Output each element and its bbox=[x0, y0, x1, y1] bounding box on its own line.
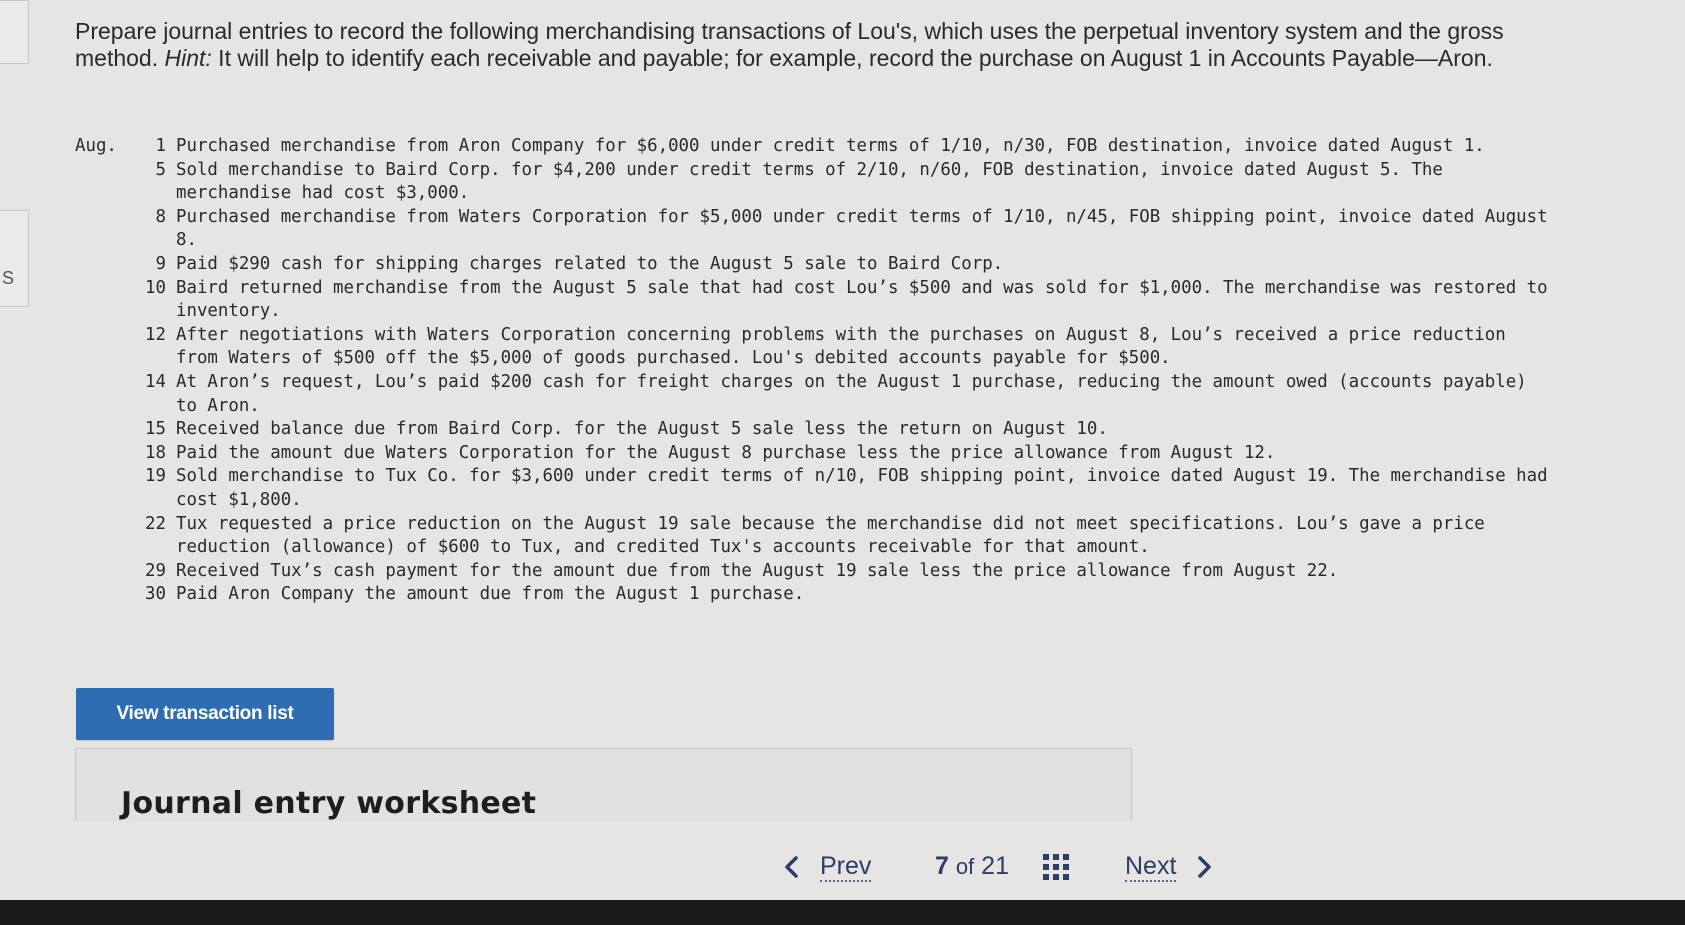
journal-entry-worksheet-panel bbox=[75, 748, 1132, 821]
transaction-row bbox=[75, 159, 1555, 206]
transaction-text: Sold merchandise to Baird Corp. for $4,200 under credit terms of 2/10, n/60, FOB destination, invoice dated August 5. The merchandise had cost $3,000. bbox=[176, 159, 1443, 204]
page-counter bbox=[935, 852, 1009, 881]
transaction-month bbox=[75, 277, 133, 324]
transaction-day: 22 bbox=[145, 513, 166, 534]
transaction-text: At Aron’s request, Lou’s paid $200 cash for freight charges on the August 1 purchase, reducing the amount owed (accounts payable) to Aron. bbox=[176, 371, 1527, 416]
transaction-text: Purchased merchandise from Aron Company for $6,000 under credit terms of 1/10, n/30, FOB destination, invoice dated August 1. bbox=[176, 136, 1485, 156]
transaction-day: 1 bbox=[155, 136, 166, 156]
transaction-day: 29 bbox=[145, 560, 166, 581]
current-page: 7 bbox=[935, 852, 949, 880]
chevron-left-icon bbox=[778, 853, 806, 881]
view-transaction-list-button[interactable]: View transaction list bbox=[76, 688, 334, 740]
grid-icon[interactable] bbox=[1043, 854, 1069, 880]
transaction-month: Aug. bbox=[75, 136, 117, 156]
left-panel-letter: S bbox=[2, 268, 15, 288]
transaction-month bbox=[75, 418, 133, 442]
transaction-day: 8 bbox=[155, 206, 166, 227]
transaction-day: 19 bbox=[145, 466, 166, 487]
transaction-text: Received balance due from Baird Corp. for the August 5 sale less the return on August 10. bbox=[176, 419, 1108, 440]
transaction-row bbox=[75, 442, 1555, 466]
transaction-row bbox=[75, 135, 1555, 159]
transaction-text: Paid $290 cash for shipping charges related to the August 5 sale to Baird Corp. bbox=[176, 253, 1004, 274]
transaction-day: 14 bbox=[145, 371, 166, 392]
total-pages: 21 bbox=[981, 852, 1009, 880]
bottom-bezel bbox=[0, 900, 1685, 925]
transaction-month bbox=[75, 324, 133, 371]
prompt-text: Prepare journal entries to record the following merchandising transactions of Lou's, which uses the perpetual inventory system and the gross method. bbox=[75, 18, 1504, 71]
transaction-row bbox=[75, 560, 1555, 584]
transaction-month bbox=[75, 253, 133, 277]
transaction-row bbox=[75, 583, 1555, 607]
transaction-day: 30 bbox=[145, 584, 166, 605]
next-label: Next bbox=[1125, 852, 1177, 880]
worksheet-title: Journal entry worksheet bbox=[121, 786, 537, 821]
left-panel-edge bbox=[0, 0, 30, 925]
transaction-month bbox=[75, 465, 133, 512]
hint-label: Hint: bbox=[164, 45, 212, 71]
transaction-row bbox=[75, 324, 1555, 371]
transaction-row bbox=[75, 465, 1555, 512]
question-prompt bbox=[75, 18, 1575, 72]
transaction-day: 15 bbox=[145, 419, 166, 440]
transaction-text: Received Tux’s cash payment for the amount due from the August 19 sale less the price allowance from August 22. bbox=[176, 560, 1339, 581]
transaction-day: 5 bbox=[155, 159, 166, 180]
transaction-row bbox=[75, 418, 1555, 442]
page-of-label: of bbox=[955, 854, 975, 879]
transaction-row bbox=[75, 513, 1555, 560]
transaction-text: Paid the amount due Waters Corporation for the August 8 purchase less the price allowance from August 12. bbox=[176, 442, 1276, 463]
transaction-day: 10 bbox=[145, 277, 166, 298]
transaction-text: Baird returned merchandise from the August 5 sale that had cost Lou’s $500 and was sold for $1,000. The merchandise was restored to inventory. bbox=[176, 277, 1548, 322]
transaction-row bbox=[75, 206, 1555, 253]
transaction-month bbox=[75, 513, 133, 560]
next-button[interactable] bbox=[1125, 852, 1218, 882]
transaction-month bbox=[75, 442, 133, 466]
transaction-month bbox=[75, 371, 133, 418]
transaction-list bbox=[75, 135, 1555, 607]
transaction-text: Purchased merchandise from Waters Corporation for $5,000 under credit terms of 1/10, n/45, FOB shipping point, invoice dated August 8. bbox=[176, 206, 1548, 251]
transaction-day: 18 bbox=[145, 442, 166, 463]
transaction-month bbox=[75, 159, 133, 206]
hint-text: It will help to identify each receivable and payable; for example, record the purchase on August 1 in Accounts Payable—Aron. bbox=[211, 45, 1493, 71]
left-panel-box-top bbox=[0, 0, 29, 64]
transaction-row bbox=[75, 371, 1555, 418]
transaction-month bbox=[75, 560, 133, 584]
question-pager bbox=[0, 830, 1685, 900]
chevron-right-icon bbox=[1190, 853, 1218, 881]
transaction-month bbox=[75, 206, 133, 253]
transaction-text: Sold merchandise to Tux Co. for $3,600 under credit terms of n/10, FOB shipping point, invoice dated August 19. The merchandise had cost $1,800. bbox=[176, 466, 1548, 510]
left-panel-box-mid bbox=[0, 210, 29, 307]
transaction-row bbox=[75, 277, 1555, 324]
transaction-text: After negotiations with Waters Corporation concerning problems with the purchases on August 8, Lou’s received a price reduction from Waters of $500 off the $5,000 of goods purchased. Lou's debited accounts payable for $500. bbox=[176, 324, 1506, 369]
transaction-day: 9 bbox=[155, 253, 166, 274]
transaction-row bbox=[75, 253, 1555, 277]
transaction-text: Paid Aron Company the amount due from the August 1 purchase. bbox=[176, 584, 805, 605]
transaction-month bbox=[75, 583, 133, 607]
transaction-day: 12 bbox=[145, 324, 166, 345]
transaction-text: Tux requested a price reduction on the August 19 sale because the merchandise did not meet specifications. Lou’s gave a price reduction (allowance) of $600 to Tux, and credited Tux's accounts receivable for that amount. bbox=[176, 513, 1485, 558]
prev-button[interactable] bbox=[778, 852, 871, 882]
prev-label: Prev bbox=[820, 852, 872, 880]
